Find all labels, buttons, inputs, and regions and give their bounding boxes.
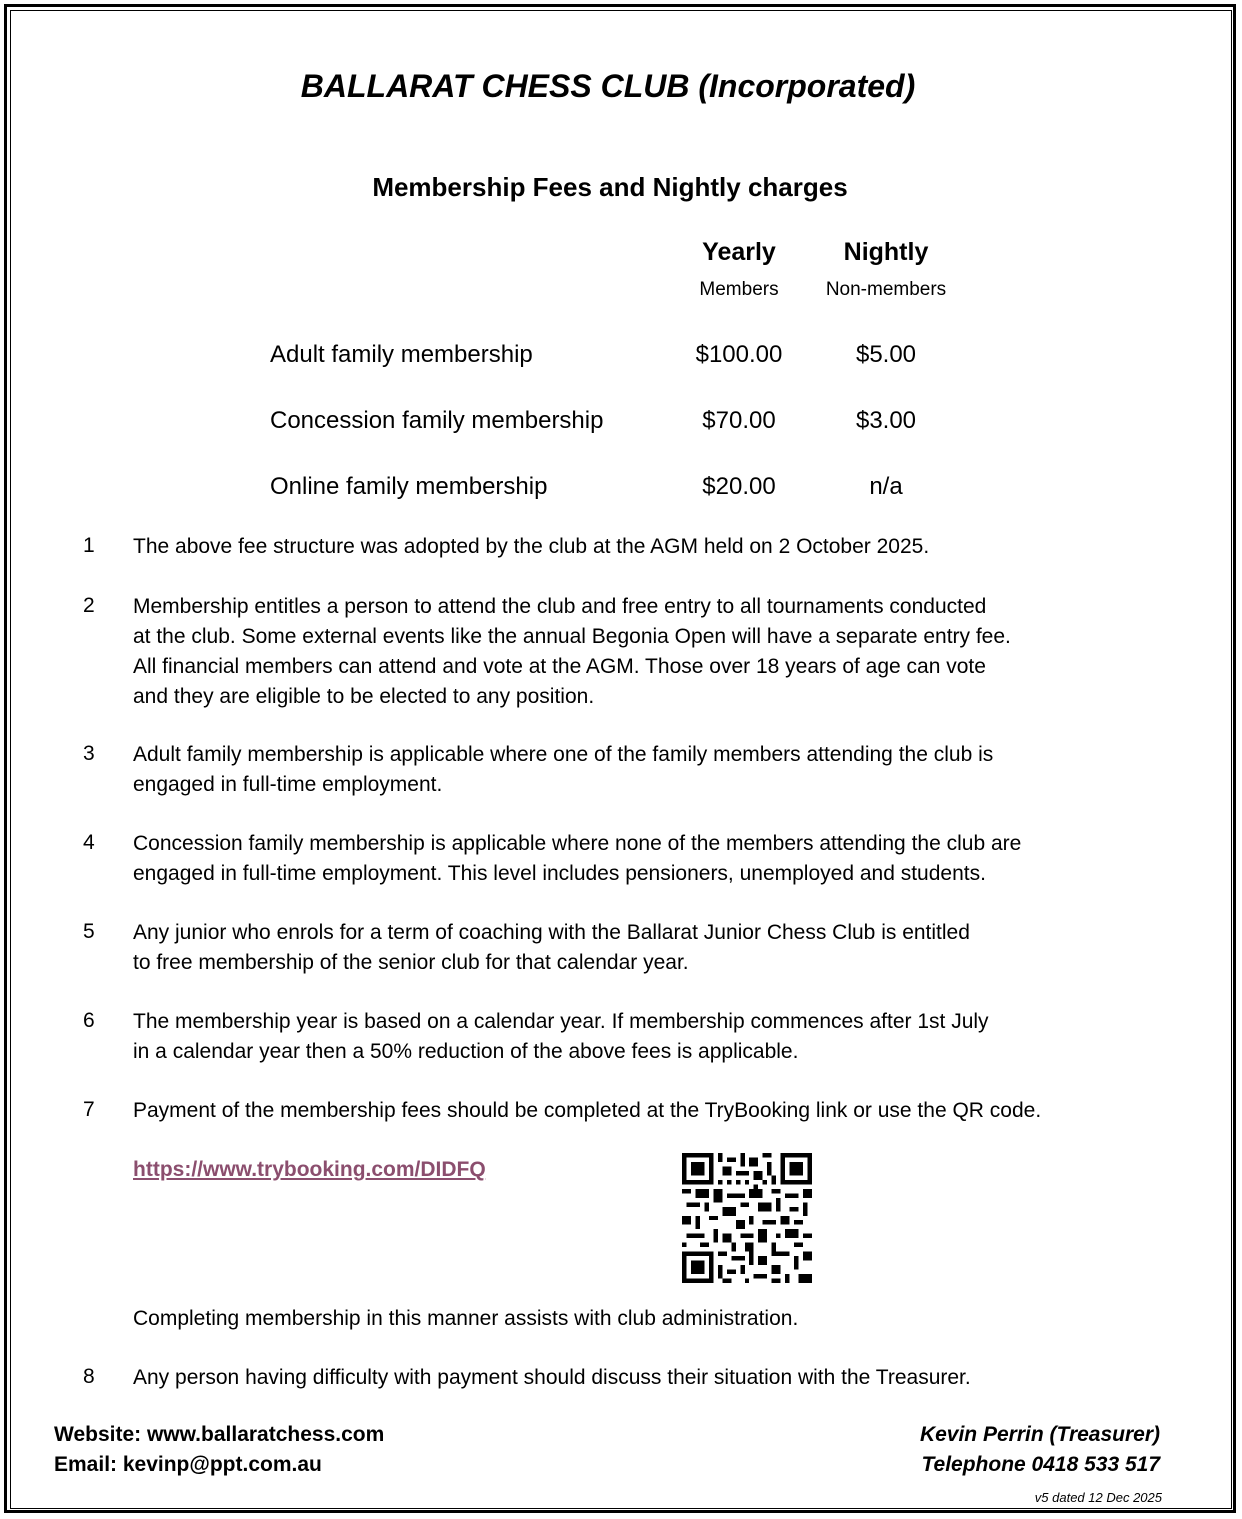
column-heading-nightly: Nightly	[843, 238, 929, 266]
note-text: Any person having difficulty with payment should discuss their situation with the Treasurer.	[133, 1366, 971, 1389]
note-text: Concession family membership is applicable where none of the members attending the club are engaged in full-time employment. This level includes pensioners, unemployed and students.	[133, 832, 1022, 885]
note-number: 1	[83, 534, 95, 557]
qr-code-icon	[676, 1153, 818, 1283]
treasurer-name: Kevin Perrin (Treasurer)	[919, 1423, 1160, 1446]
page-subtitle: Membership Fees and Nightly charges	[372, 172, 848, 202]
fee-row-nightly: $3.00	[855, 407, 917, 434]
note-text: Payment of the membership fees should be completed at the TryBooking link or use the QR code.	[133, 1099, 1042, 1122]
fee-row-yearly: $100.00	[695, 341, 783, 368]
note-number: 5	[83, 920, 95, 943]
version-label: v5 dated 12 Dec 2025	[1034, 1490, 1162, 1505]
email-text: Email: kevinp@ppt.com.au	[54, 1453, 322, 1476]
note-number: 6	[83, 1009, 95, 1032]
note-number: 8	[83, 1365, 95, 1388]
website-text: Website: www.ballaratchess.com	[54, 1423, 385, 1446]
trybooking-link[interactable]: https://www.trybooking.com/DIDFQ	[133, 1158, 486, 1181]
fee-row-yearly: $70.00	[702, 407, 776, 434]
note-text: Membership entitles a person to attend the club and free entry to all tournaments conducted at the club. Some external events like the annual Begonia Open will have a separate entry fee. All financial members can attend and vote at the AGM. Those over 18 years of age can vote and they are eligible to be elected to any position.	[133, 595, 1011, 708]
note-text: The membership year is based on a calendar year. If membership commences after 1st July in a calendar year then a 50% reduction of the above fees is applicable.	[133, 1010, 989, 1063]
payment-note: Completing membership in this manner assists with club administration.	[133, 1307, 799, 1330]
fee-row-nightly: $5.00	[855, 341, 917, 368]
column-heading-yearly: Yearly	[702, 238, 776, 266]
column-subheading-members: Members	[699, 279, 779, 300]
fee-row-label: Adult family membership	[270, 341, 533, 368]
telephone-text: Telephone 0418 533 517	[921, 1453, 1160, 1476]
note-number: 2	[83, 594, 95, 617]
note-number: 4	[83, 831, 95, 854]
note-text: The above fee structure was adopted by the club at the AGM held on 2 October 2025.	[133, 535, 930, 558]
note-number: 7	[83, 1098, 95, 1121]
fee-row-label: Concession family membership	[270, 407, 604, 434]
fee-row-yearly: $20.00	[702, 473, 776, 500]
note-text: Any junior who enrols for a term of coaching with the Ballarat Junior Chess Club is entitled to free membership of the senior club for that calendar year.	[133, 921, 970, 974]
column-subheading-non-members: Non-members	[825, 279, 947, 300]
fee-row-nightly: n/a	[869, 473, 903, 500]
fee-row-label: Online family membership	[270, 473, 548, 500]
note-text: Adult family membership is applicable where one of the family members attending the club is engaged in full-time employment.	[133, 743, 994, 796]
page-title: BALLARAT CHESS CLUB (Incorporated)	[300, 68, 916, 104]
note-number: 3	[83, 742, 95, 765]
